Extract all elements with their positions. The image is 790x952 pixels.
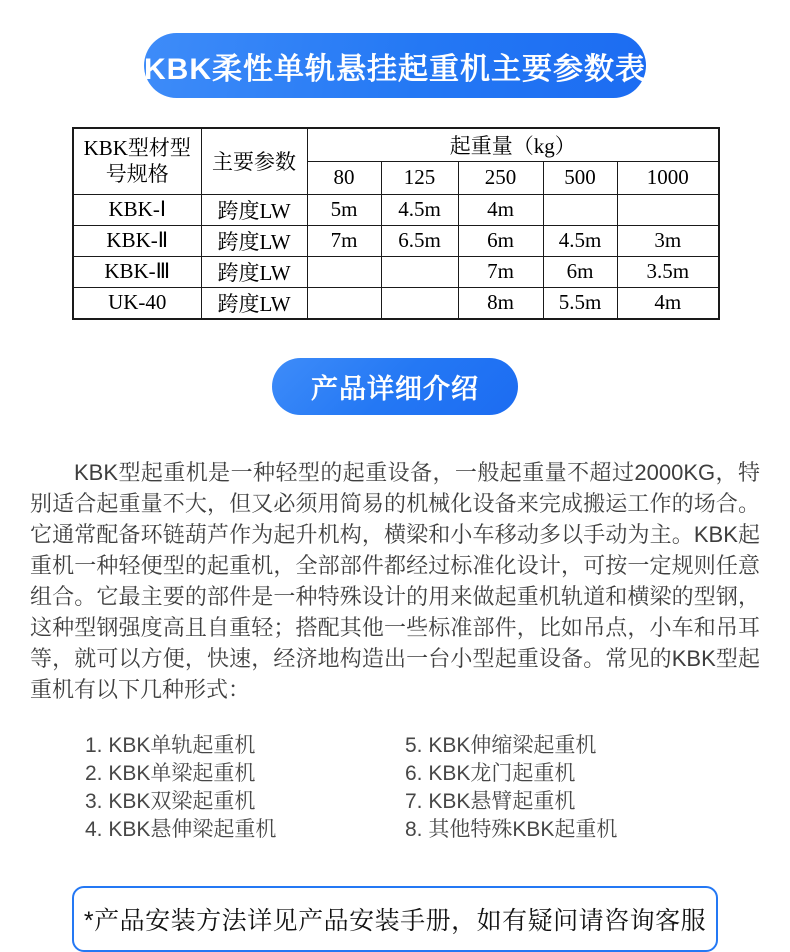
list-item: 3. KBK双梁起重机 <box>85 789 256 813</box>
model-column-header: KBK型材型号规格 <box>73 128 201 194</box>
value-cell: 6m <box>543 256 617 287</box>
capacity-group-header: 起重量（kg） <box>307 128 719 161</box>
intro-paragraph: KBK型起重机是一种轻型的起重设备，一般起重量不超过2000KG，特别适合起重量不大，但又必须用简易的机械化设备来完成搬运工作的场合。它通常配备环链葫芦作为起升机构，横梁和小车移动多以手动为主。KBK起重机一种轻便型的起重机，全部部件都经过标准化设计，可按一定规则任意组合。它最主要的部件是一种特殊设计的用来做起重机轨道和横梁的型钢，这种型钢强度高且自重轻；搭配其他一些标准部件，比如吊点，小车和吊耳等，就可以方便，快速，经济地构造出一台小型起重设备。常见的KBK型起重机有以下几种形式： <box>30 459 760 702</box>
list-item: 1. KBK单轨起重机 <box>85 733 256 757</box>
value-cell: 3.5m <box>617 256 719 287</box>
table-row <box>73 225 719 256</box>
list-item: 7. KBK悬臂起重机 <box>405 789 576 813</box>
capacity-header-cell: 500 <box>543 161 617 194</box>
product-intro-button[interactable]: 产品详细介绍 <box>272 358 518 415</box>
page-title: KBK柔性单轨悬挂起重机主要参数表 <box>144 52 646 86</box>
crane-type-column <box>85 732 405 844</box>
value-cell <box>307 256 381 287</box>
model-cell: KBK-Ⅲ <box>73 256 201 287</box>
crane-type-column <box>405 732 725 844</box>
list-item: 6. KBK龙门起重机 <box>405 761 576 785</box>
param-column-header: 主要参数 <box>201 128 307 194</box>
install-notice-text: *产品安装方法详见产品安装手册，如有疑问请咨询客服 <box>83 906 707 935</box>
param-cell: 跨度LW <box>201 287 307 319</box>
model-cell: KBK-Ⅱ <box>73 225 201 256</box>
table-body <box>73 194 719 319</box>
value-cell: 8m <box>458 287 543 319</box>
page-title-banner <box>144 33 646 98</box>
table-row <box>73 194 719 225</box>
value-cell: 5.5m <box>543 287 617 319</box>
parameter-table <box>72 127 720 320</box>
value-cell: 4m <box>458 194 543 225</box>
table-row <box>73 256 719 287</box>
value-cell: 5m <box>307 194 381 225</box>
capacity-header-cell: 1000 <box>617 161 719 194</box>
list-item: 5. KBK伸缩梁起重机 <box>405 733 597 757</box>
capacity-header-cell: 125 <box>381 161 458 194</box>
param-cell: 跨度LW <box>201 256 307 287</box>
capacity-header-cell: 250 <box>458 161 543 194</box>
value-cell <box>307 287 381 319</box>
value-cell: 6m <box>458 225 543 256</box>
list-item: 2. KBK单梁起重机 <box>85 761 256 785</box>
install-notice-box <box>72 886 718 952</box>
capacity-header-cell: 80 <box>307 161 381 194</box>
list-item: 4. KBK悬伸梁起重机 <box>85 817 277 841</box>
table-row <box>73 287 719 319</box>
param-cell: 跨度LW <box>201 194 307 225</box>
crane-type-list <box>85 732 790 844</box>
value-cell <box>543 194 617 225</box>
table-header-row-1 <box>73 128 719 161</box>
param-cell: 跨度LW <box>201 225 307 256</box>
value-cell: 3m <box>617 225 719 256</box>
model-cell: UK-40 <box>73 287 201 319</box>
value-cell: 4.5m <box>381 194 458 225</box>
value-cell <box>381 287 458 319</box>
value-cell: 6.5m <box>381 225 458 256</box>
value-cell: 4.5m <box>543 225 617 256</box>
value-cell <box>617 194 719 225</box>
model-cell: KBK-Ⅰ <box>73 194 201 225</box>
value-cell: 4m <box>617 287 719 319</box>
value-cell: 7m <box>307 225 381 256</box>
value-cell: 7m <box>458 256 543 287</box>
list-item: 8. 其他特殊KBK起重机 <box>405 817 618 841</box>
value-cell <box>381 256 458 287</box>
